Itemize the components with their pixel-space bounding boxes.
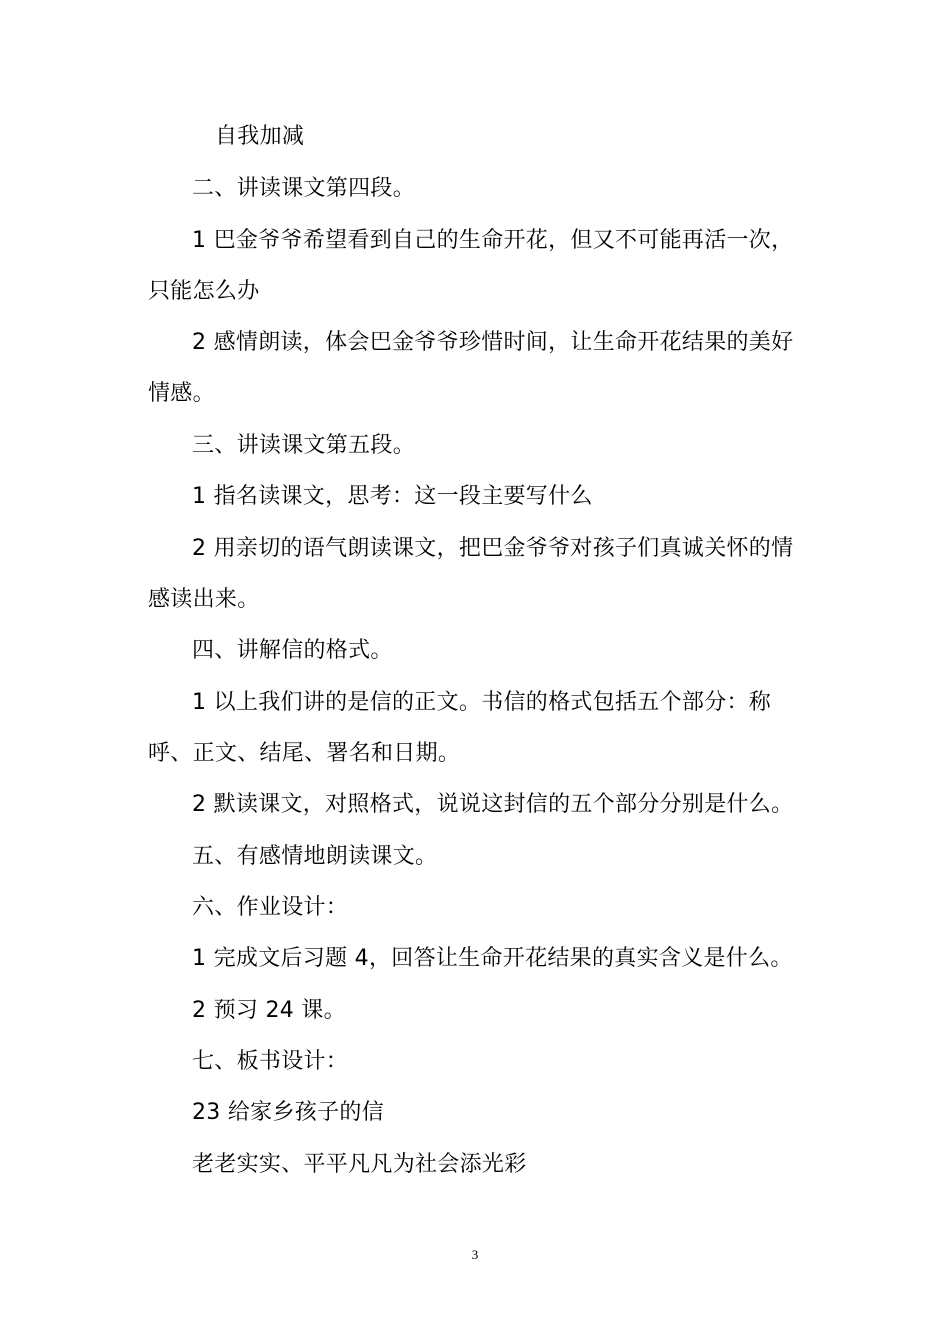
text-line: 1 巴金爷爷希望看到自己的生命开花，但又不可能再活一次， bbox=[192, 228, 794, 253]
text-line: 2 感情朗读，体会巴金爷爷珍惜时间，让生命开花结果的美好 bbox=[192, 330, 794, 355]
section-heading: 四、讲解信的格式。 bbox=[192, 638, 393, 663]
text-line: 情感。 bbox=[148, 381, 215, 406]
text-line: 2 默读课文，对照格式，说说这封信的五个部分分别是什么。 bbox=[192, 792, 794, 817]
text-line: 23 给家乡孩子的信 bbox=[192, 1100, 384, 1125]
text-line: 自我加减 bbox=[215, 124, 305, 149]
text-line: 只能怎么办 bbox=[148, 279, 260, 304]
text-line: 1 完成文后习题 4，回答让生命开花结果的真实含义是什么。 bbox=[192, 946, 793, 971]
page-number: 3 bbox=[471, 1247, 479, 1262]
text-line: 2 预习 24 课。 bbox=[192, 998, 346, 1023]
text-line: 1 以上我们讲的是信的正文。书信的格式包括五个部分：称 bbox=[192, 690, 772, 715]
section-heading: 五、有感情地朗读课文。 bbox=[192, 844, 438, 869]
section-heading: 二、讲读课文第四段。 bbox=[192, 176, 416, 201]
text-line: 老老实实、平平凡凡为社会添光彩 bbox=[192, 1152, 527, 1177]
text-line: 2 用亲切的语气朗读课文，把巴金爷爷对孩子们真诚关怀的情 bbox=[192, 536, 794, 561]
text-line: 1 指名读课文，思考：这一段主要写什么 bbox=[192, 484, 593, 509]
section-heading: 七、板书设计： bbox=[192, 1049, 349, 1074]
section-heading: 三、讲读课文第五段。 bbox=[192, 433, 416, 458]
text-line: 呼、正文、结尾、署名和日期。 bbox=[148, 741, 461, 766]
text-line: 感读出来。 bbox=[148, 587, 260, 612]
section-heading: 六、作业设计： bbox=[192, 895, 349, 920]
